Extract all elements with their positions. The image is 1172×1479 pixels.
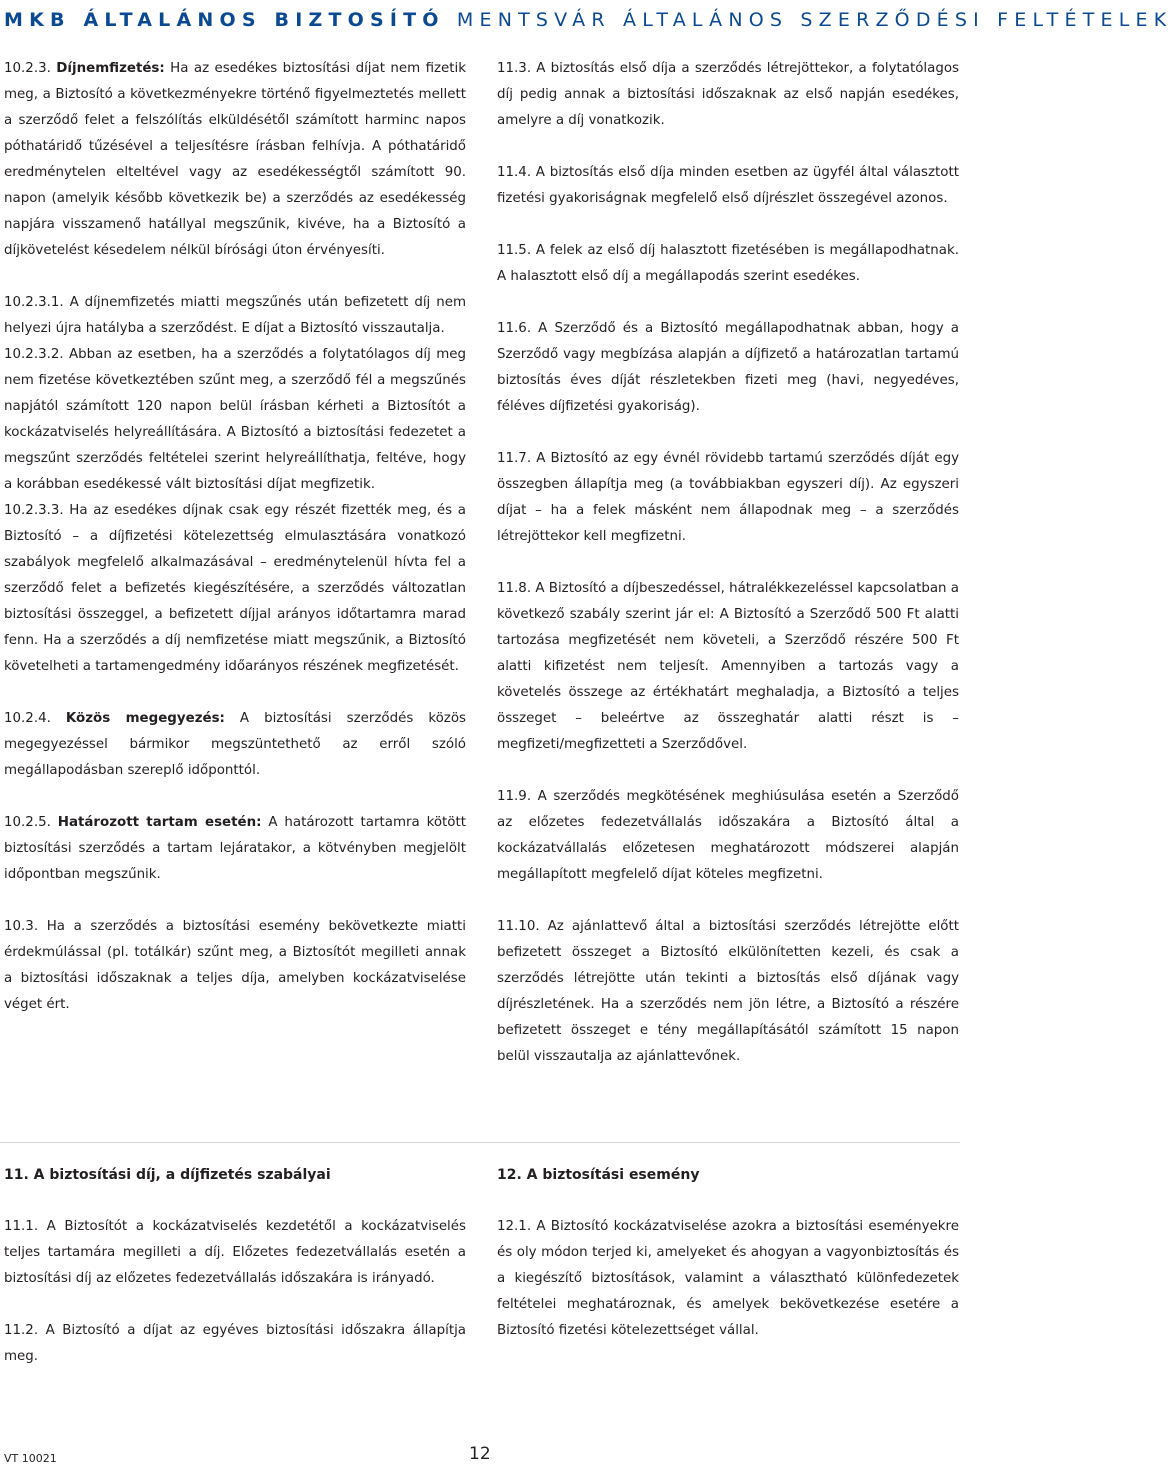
page-header xyxy=(0,0,1172,40)
paragraph-text: A Biztosító a díjat az egyéves biztosítási időszakra állapítja meg. xyxy=(4,1323,466,1364)
paragraph-10-2-3-2 xyxy=(4,342,466,498)
page-number: 12 xyxy=(469,1444,491,1464)
section-number: 11.9. xyxy=(497,789,532,804)
chapter-heading-12: 12. A biztosítási esemény xyxy=(497,1167,700,1183)
left-column-bottom xyxy=(4,1162,466,1370)
paragraph-text: A biztosítás első díja minden esetben az ügyfél által választott fizetési gyakoriságnak megfelelő első díjrészlet összegével azonos. xyxy=(497,165,959,206)
section-number: 10.2.3.3. xyxy=(4,503,64,518)
paragraph-10-2-3-3 xyxy=(4,498,466,680)
paragraph-12-1 xyxy=(497,1214,959,1344)
brand-name: MKB ÁLTALÁNOS BIZTOSÍTÓ xyxy=(4,9,445,31)
paragraph-text: A biztosítás első díja a szerződés létrejöttekor, a folytatólagos díj pedig annak a biztosítási időszaknak az első napján esedékes, amelyre a díj vonatkozik. xyxy=(497,61,959,128)
paragraph-10-2-3-1 xyxy=(4,290,466,342)
paragraph-10-2-3 xyxy=(4,56,466,264)
section-number: 11.4. xyxy=(497,165,532,180)
section-number: 10.2.3.2. xyxy=(4,347,64,362)
section-number: 11.2. xyxy=(4,1323,39,1338)
section-number: 10.2.3.1. xyxy=(4,295,64,310)
paragraph-text: A Szerződő és a Biztosító megállapodhatnak abban, hogy a Szerződő vagy megbízása alapján a díjfizető a határozatlan tartamú biztosítás éves díját részletekben fizeti meg (havi, negyedéves, féléves díjfizetési gyakoriság). xyxy=(497,321,959,414)
paragraph-11-6 xyxy=(497,316,959,420)
paragraph-11-8 xyxy=(497,576,959,758)
paragraph-text: A Biztosító az egy évnél rövidebb tartamú szerződés díját egy összegben állapítja meg (a továbbiakban egyszeri díj). Az egyszeri díjat – ha a felek másként nem állapodnak meg – a szerződés létrejöttekor kell megfizetni. xyxy=(497,451,959,544)
section-number: 10.2.4. xyxy=(4,711,51,726)
section-number: 11.6. xyxy=(497,321,532,336)
paragraph-text: Abban az esetben, ha a szerződés a folytatólagos díj meg nem fizetése következtében szűnt meg, a szerződő fél a megszűnés napjától számított 120 napon belül írásban kérheti a Biztosítót a kockázatviselés helyreállítására. A Biztosító a biztosítási fedezetet a megszűnt szerződés feltételei szerint helyreállíthatja, feltéve, hogy a korábban esedékessé vált biztosítási díjat megfizetik. xyxy=(4,347,466,492)
paragraph-text: A felek az első díj halasztott fizetésében is megállapodhatnak. A halasztott első díj a megállapodás szerint esedékes. xyxy=(497,243,959,284)
section-number: 11.3. xyxy=(497,61,532,76)
section-heading: Határozott tartam esetén: xyxy=(57,815,262,830)
paragraph-10-3 xyxy=(4,914,466,1018)
paragraph-11-7 xyxy=(497,446,959,550)
paragraph-text: A szerződés megkötésének meghiúsulása esetén a Szerződő az előzetes fedezetvállalás időszakára a Biztosító által a kockázatvállalás előzetesen meghatározott módszerei alapján megállapított megfelelő díjat köteles megfizetni. xyxy=(497,789,959,882)
section-divider xyxy=(0,1142,960,1143)
section-number: 10.3. xyxy=(4,919,39,934)
paragraph-text: A biztosítási szerződés közös megegyezéssel bármikor megszüntethető az erről szóló megállapodásban szereplő időponttól. xyxy=(4,711,466,778)
paragraph-text: A Biztosító a díjbeszedéssel, hátralékkezeléssel kapcsolatban a következő szabály szerint jár el: A Biztosító a Szerződő 500 Ft alatti tartozása megfizetését nem követeli, a Szerződő részére 500 Ft alatti kifizetést nem teljesít. Amennyiben a tartozás vagy a követelés összege az értékhatárt meghaladja, a Biztosító a teljes összeget – beleértve az összeghatár alatti részt is – megfizeti/megfizetteti a Szerződővel. xyxy=(497,581,959,752)
section-number: 12.1. xyxy=(497,1219,532,1234)
paragraph-text: Az ajánlattevő által a biztosítási szerződés létrejötte előtt befizetett összeget a Biztosító elkülönítetten kezeli, és csak a szerződés létrejötte után tekinti a biztosítás első díjának vagy díjrészletének. Ha a szerződés nem jön létre, a Biztosító a részére befizetett összeget e tény megállapításától számított 15 napon belül visszautalja az ajánlattevőnek. xyxy=(497,919,959,1064)
paragraph-text: Ha az esedékes biztosítási díjat nem fizetik meg, a Biztosító a következményekre történő figyelmeztetés mellett a szerződő felet a felszólítás elküldésétől számított harminc napos póthatáridő tűzésével a teljesítésre írásban felhívja. A póthatáridő eredménytelen elteltével vagy az esedékességtől számított 90. napon (amelyik később következik be) a szerződés az esedékesség napjára visszamenő hatállyal megszűnik, kivéve, ha a Biztosító a díjkövetelést késedelem nélkül bírósági úton érvényesíti. xyxy=(4,61,466,258)
paragraph-10-2-5 xyxy=(4,810,466,888)
paragraph-11-3 xyxy=(497,56,959,134)
document-code: VT 10021 xyxy=(4,1452,57,1465)
section-number: 11.10. xyxy=(497,919,540,934)
paragraph-11-4 xyxy=(497,160,959,212)
paragraph-11-2 xyxy=(4,1318,466,1370)
paragraph-10-2-4 xyxy=(4,706,466,784)
chapter-heading-11: 11. A biztosítási díj, a díjfizetés szabályai xyxy=(4,1167,331,1183)
section-number: 11.7. xyxy=(497,451,532,466)
paragraph-text: Ha a szerződés a biztosítási esemény bekövetkezte miatti érdekmúlással (pl. totálkár) szűnt meg, a Biztosítót megilleti annak a biztosítási időszaknak a teljes díja, amelyben kockázatviselése véget ért. xyxy=(4,919,466,1012)
section-number: 11.5. xyxy=(497,243,532,258)
paragraph-text: A Biztosítót a kockázatviselés kezdetétől a kockázatviselés teljes tartamára megilleti a díj. Előzetes fedezetvállalás esetén a biztosítási díj az előzetes fedezetvállalás időszakára is irányadó. xyxy=(4,1219,466,1286)
left-column-top xyxy=(4,56,466,1018)
section-number: 10.2.3. xyxy=(4,61,51,76)
paragraph-text: Ha az esedékes díjnak csak egy részét fizették meg, és a Biztosító – a díjfizetési kötelezettség elmulasztására vonatkozó szabályok megfelelő alkalmazásával – eredménytelenül hívta fel a szerződő felet a befizetés kiegészítésére, a szerződés változatlan biztosítási összeggel, a befizetett díjjal arányos időtartamra marad fenn. Ha a szerződés a díj nemfizetése miatt megszűnik, a Biztosító követelheti a tartamengedmény időarányos részének megfizetését. xyxy=(4,503,466,674)
section-heading: Díjnemfizetés: xyxy=(56,61,165,76)
paragraph-11-1 xyxy=(4,1214,466,1292)
section-number: 11.1. xyxy=(4,1219,39,1234)
document-title: MENTSVÁR ÁLTALÁNOS SZERZŐDÉSI FELTÉTELEK xyxy=(456,9,1172,31)
paragraph-text: A Biztosító kockázatviselése azokra a biztosítási eseményekre és oly módon terjed ki, amelyeket és ahogyan a vagyonbiztosítás és a kiegészítő biztosítások, valamint a választható különfedezetek feltételei meghatároznak, és amelyek bekövetkezése esetére a Biztosító fizetési kötelezettséget vállal. xyxy=(497,1219,959,1338)
section-heading: Közös megegyezés: xyxy=(65,711,225,726)
paragraph-11-9 xyxy=(497,784,959,888)
paragraph-11-5 xyxy=(497,238,959,290)
right-column-bottom xyxy=(497,1162,959,1344)
right-column-top xyxy=(497,56,959,1070)
section-number: 11.8. xyxy=(497,581,532,596)
paragraph-text: A díjnemfizetés miatti megszűnés után befizetett díj nem helyezi újra hatályba a szerződést. E díjat a Biztosító visszautalja. xyxy=(4,295,466,336)
paragraph-text: A határozott tartamra kötött biztosítási szerződés a tartam lejáratakor, a kötvényben megjelölt időpontban megszűnik. xyxy=(4,815,466,882)
paragraph-11-10 xyxy=(497,914,959,1070)
section-number: 10.2.5. xyxy=(4,815,51,830)
